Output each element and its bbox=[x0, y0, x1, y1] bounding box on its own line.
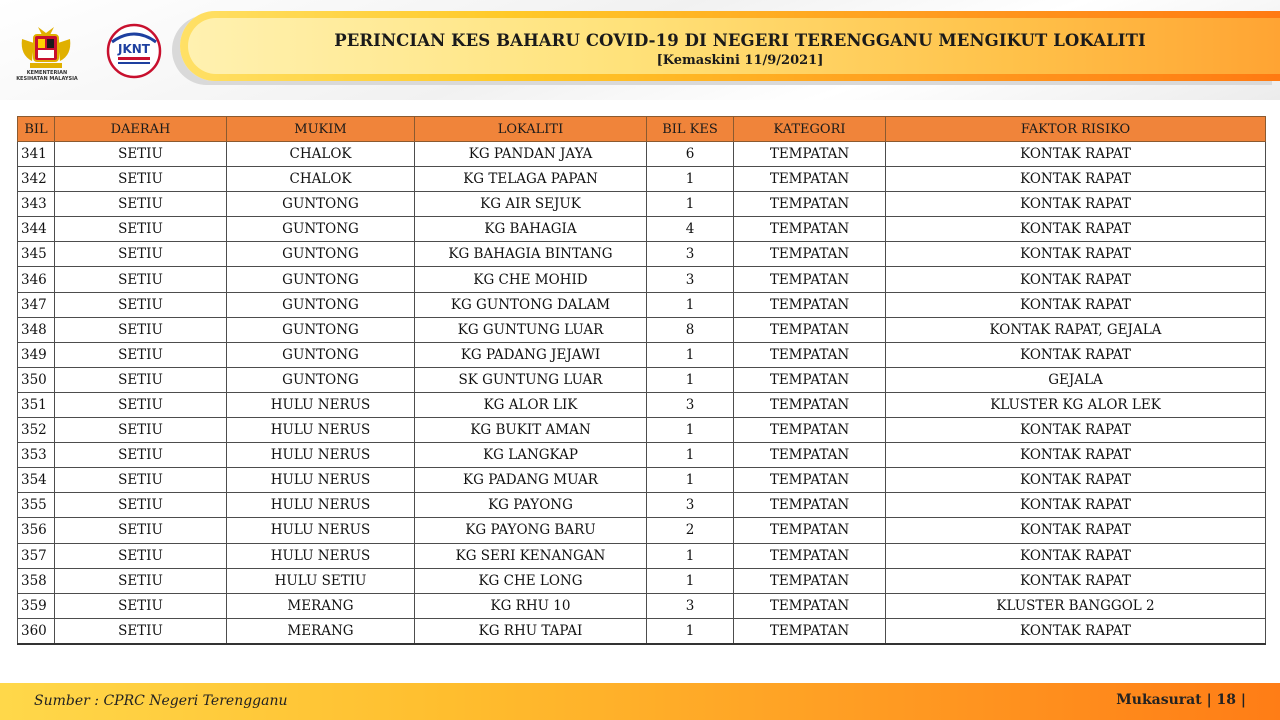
column-header-mukim: MUKIM bbox=[227, 117, 415, 142]
cell-mukim: CHALOK bbox=[227, 142, 415, 167]
cell-faktor-risiko: KONTAK RAPAT bbox=[886, 618, 1266, 644]
cell-bil-kes: 1 bbox=[647, 618, 734, 644]
table-row bbox=[18, 292, 1266, 317]
cell-lokaliti: KG RHU TAPAI bbox=[415, 618, 647, 644]
cell-lokaliti: KG PAYONG bbox=[415, 493, 647, 518]
cell-faktor-risiko: KONTAK RAPAT bbox=[886, 167, 1266, 192]
cell-daerah: SETIU bbox=[55, 493, 227, 518]
jknt-logo-text: JKNT bbox=[118, 42, 150, 56]
cell-lokaliti: KG TELAGA PAPAN bbox=[415, 167, 647, 192]
cell-kategori: TEMPATAN bbox=[734, 518, 886, 543]
cell-bil-kes: 1 bbox=[647, 443, 734, 468]
cell-faktor-risiko: KONTAK RAPAT, GEJALA bbox=[886, 317, 1266, 342]
table-row bbox=[18, 242, 1266, 267]
table-row bbox=[18, 618, 1266, 644]
column-header-kategori: KATEGORI bbox=[734, 117, 886, 142]
cell-bil-kes: 4 bbox=[647, 217, 734, 242]
footer-page-number: Mukasurat | 18 | bbox=[1116, 692, 1246, 708]
cell-mukim: HULU NERUS bbox=[227, 493, 415, 518]
cell-bil: 352 bbox=[18, 418, 55, 443]
footer-source: Sumber : CPRC Negeri Terengganu bbox=[34, 693, 288, 709]
cell-faktor-risiko: KONTAK RAPAT bbox=[886, 418, 1266, 443]
cell-daerah: SETIU bbox=[55, 392, 227, 417]
cell-bil: 344 bbox=[18, 217, 55, 242]
cell-bil: 350 bbox=[18, 367, 55, 392]
cell-bil: 357 bbox=[18, 543, 55, 568]
cell-mukim: GUNTONG bbox=[227, 192, 415, 217]
cell-bil: 359 bbox=[18, 593, 55, 618]
cell-kategori: TEMPATAN bbox=[734, 593, 886, 618]
cell-lokaliti: KG PANDAN JAYA bbox=[415, 142, 647, 167]
footer-bar bbox=[0, 683, 1280, 720]
cell-faktor-risiko: KLUSTER BANGGOL 2 bbox=[886, 593, 1266, 618]
cell-lokaliti: KG PAYONG BARU bbox=[415, 518, 647, 543]
cell-mukim: GUNTONG bbox=[227, 292, 415, 317]
cell-faktor-risiko: KONTAK RAPAT bbox=[886, 242, 1266, 267]
cell-bil-kes: 8 bbox=[647, 317, 734, 342]
cell-mukim: GUNTONG bbox=[227, 267, 415, 292]
table-row bbox=[18, 468, 1266, 493]
column-header-daerah: DAERAH bbox=[55, 117, 227, 142]
table-body bbox=[18, 142, 1266, 644]
cell-bil: 342 bbox=[18, 167, 55, 192]
cell-lokaliti: KG GUNTUNG LUAR bbox=[415, 317, 647, 342]
cell-mukim: HULU NERUS bbox=[227, 468, 415, 493]
page-title: PERINCIAN KES BAHARU COVID-19 DI NEGERI TERENGGANU MENGIKUT LOKALITI bbox=[334, 31, 1146, 50]
cell-bil-kes: 6 bbox=[647, 142, 734, 167]
cell-bil: 348 bbox=[18, 317, 55, 342]
cell-lokaliti: SK GUNTUNG LUAR bbox=[415, 367, 647, 392]
cell-bil-kes: 3 bbox=[647, 392, 734, 417]
cell-faktor-risiko: KONTAK RAPAT bbox=[886, 568, 1266, 593]
table-row bbox=[18, 443, 1266, 468]
table-row bbox=[18, 367, 1266, 392]
cell-faktor-risiko: KONTAK RAPAT bbox=[886, 443, 1266, 468]
cell-daerah: SETIU bbox=[55, 367, 227, 392]
cell-bil: 351 bbox=[18, 392, 55, 417]
cell-bil-kes: 1 bbox=[647, 568, 734, 593]
column-header-bil: BIL bbox=[18, 117, 55, 142]
cell-mukim: GUNTONG bbox=[227, 217, 415, 242]
cell-bil: 355 bbox=[18, 493, 55, 518]
cell-daerah: SETIU bbox=[55, 142, 227, 167]
cell-lokaliti: KG PADANG JEJAWI bbox=[415, 342, 647, 367]
cell-faktor-risiko: KONTAK RAPAT bbox=[886, 493, 1266, 518]
cell-daerah: SETIU bbox=[55, 543, 227, 568]
table-row bbox=[18, 342, 1266, 367]
cell-bil: 343 bbox=[18, 192, 55, 217]
cell-mukim: MERANG bbox=[227, 593, 415, 618]
cell-faktor-risiko: KONTAK RAPAT bbox=[886, 543, 1266, 568]
cell-faktor-risiko: KONTAK RAPAT bbox=[886, 142, 1266, 167]
cell-lokaliti: KG AIR SEJUK bbox=[415, 192, 647, 217]
cell-mukim: MERANG bbox=[227, 618, 415, 644]
cell-mukim: GUNTONG bbox=[227, 367, 415, 392]
cell-bil: 349 bbox=[18, 342, 55, 367]
logo-group bbox=[12, 20, 162, 84]
table-row bbox=[18, 568, 1266, 593]
cell-bil-kes: 3 bbox=[647, 242, 734, 267]
cell-kategori: TEMPATAN bbox=[734, 543, 886, 568]
cell-lokaliti: KG PADANG MUAR bbox=[415, 468, 647, 493]
cell-kategori: TEMPATAN bbox=[734, 142, 886, 167]
cell-daerah: SETIU bbox=[55, 317, 227, 342]
cell-lokaliti: KG BAHAGIA bbox=[415, 217, 647, 242]
cell-lokaliti: KG SERI KENANGAN bbox=[415, 543, 647, 568]
column-header-faktor-risiko: FAKTOR RISIKO bbox=[886, 117, 1266, 142]
cell-daerah: SETIU bbox=[55, 267, 227, 292]
cell-bil: 346 bbox=[18, 267, 55, 292]
cell-faktor-risiko: KLUSTER KG ALOR LEK bbox=[886, 392, 1266, 417]
cell-faktor-risiko: KONTAK RAPAT bbox=[886, 468, 1266, 493]
cell-bil-kes: 1 bbox=[647, 367, 734, 392]
jknt-logo-icon bbox=[98, 22, 170, 80]
cell-daerah: SETIU bbox=[55, 242, 227, 267]
cell-daerah: SETIU bbox=[55, 443, 227, 468]
cell-mukim: GUNTONG bbox=[227, 317, 415, 342]
cell-mukim: GUNTONG bbox=[227, 342, 415, 367]
cell-kategori: TEMPATAN bbox=[734, 493, 886, 518]
cell-daerah: SETIU bbox=[55, 568, 227, 593]
cell-mukim: HULU NERUS bbox=[227, 443, 415, 468]
cell-kategori: TEMPATAN bbox=[734, 418, 886, 443]
cell-lokaliti: KG BUKIT AMAN bbox=[415, 418, 647, 443]
cell-faktor-risiko: GEJALA bbox=[886, 367, 1266, 392]
cell-mukim: HULU NERUS bbox=[227, 392, 415, 417]
column-header-bil-kes: BIL KES bbox=[647, 117, 734, 142]
table-row bbox=[18, 217, 1266, 242]
cell-daerah: SETIU bbox=[55, 167, 227, 192]
cell-lokaliti: KG RHU 10 bbox=[415, 593, 647, 618]
cell-bil-kes: 1 bbox=[647, 292, 734, 317]
cell-bil-kes: 1 bbox=[647, 543, 734, 568]
cell-bil-kes: 3 bbox=[647, 493, 734, 518]
cell-bil-kes: 1 bbox=[647, 167, 734, 192]
cell-bil: 341 bbox=[18, 142, 55, 167]
cell-faktor-risiko: KONTAK RAPAT bbox=[886, 217, 1266, 242]
cell-daerah: SETIU bbox=[55, 618, 227, 644]
cell-daerah: SETIU bbox=[55, 342, 227, 367]
cell-bil: 347 bbox=[18, 292, 55, 317]
cell-lokaliti: KG ALOR LIK bbox=[415, 392, 647, 417]
cell-bil-kes: 1 bbox=[647, 468, 734, 493]
cell-faktor-risiko: KONTAK RAPAT bbox=[886, 192, 1266, 217]
table-row bbox=[18, 493, 1266, 518]
column-header-lokaliti: LOKALITI bbox=[415, 117, 647, 142]
cell-daerah: SETIU bbox=[55, 292, 227, 317]
cell-faktor-risiko: KONTAK RAPAT bbox=[886, 267, 1266, 292]
cell-kategori: TEMPATAN bbox=[734, 468, 886, 493]
table-row bbox=[18, 167, 1266, 192]
cell-faktor-risiko: KONTAK RAPAT bbox=[886, 342, 1266, 367]
cell-faktor-risiko: KONTAK RAPAT bbox=[886, 292, 1266, 317]
table-row bbox=[18, 418, 1266, 443]
cell-bil-kes: 3 bbox=[647, 267, 734, 292]
table-row bbox=[18, 392, 1266, 417]
crest-caption: KEMENTERIAN KESIHATAN MALAYSIA bbox=[16, 70, 78, 82]
table-row bbox=[18, 192, 1266, 217]
cell-lokaliti: KG LANGKAP bbox=[415, 443, 647, 468]
table-row bbox=[18, 267, 1266, 292]
cell-bil-kes: 1 bbox=[647, 192, 734, 217]
table-row bbox=[18, 593, 1266, 618]
cell-lokaliti: KG CHE MOHID bbox=[415, 267, 647, 292]
cell-daerah: SETIU bbox=[55, 593, 227, 618]
cell-daerah: SETIU bbox=[55, 192, 227, 217]
cell-kategori: TEMPATAN bbox=[734, 618, 886, 644]
table-row bbox=[18, 317, 1266, 342]
cell-mukim: HULU NERUS bbox=[227, 543, 415, 568]
table-row bbox=[18, 543, 1266, 568]
cell-daerah: SETIU bbox=[55, 518, 227, 543]
cell-kategori: TEMPATAN bbox=[734, 568, 886, 593]
cell-lokaliti: KG BAHAGIA BINTANG bbox=[415, 242, 647, 267]
table-row bbox=[18, 518, 1266, 543]
cell-lokaliti: KG GUNTONG DALAM bbox=[415, 292, 647, 317]
cell-kategori: TEMPATAN bbox=[734, 392, 886, 417]
cell-bil: 356 bbox=[18, 518, 55, 543]
cell-kategori: TEMPATAN bbox=[734, 342, 886, 367]
cell-kategori: TEMPATAN bbox=[734, 167, 886, 192]
cell-kategori: TEMPATAN bbox=[734, 192, 886, 217]
cell-kategori: TEMPATAN bbox=[734, 367, 886, 392]
cell-kategori: TEMPATAN bbox=[734, 217, 886, 242]
page-subtitle: [Kemaskini 11/9/2021] bbox=[656, 53, 824, 68]
cell-bil-kes: 2 bbox=[647, 518, 734, 543]
cell-kategori: TEMPATAN bbox=[734, 317, 886, 342]
cell-bil-kes: 1 bbox=[647, 342, 734, 367]
cell-kategori: TEMPATAN bbox=[734, 267, 886, 292]
cell-daerah: SETIU bbox=[55, 418, 227, 443]
cell-bil: 360 bbox=[18, 618, 55, 644]
cell-mukim: HULU SETIU bbox=[227, 568, 415, 593]
cell-mukim: HULU NERUS bbox=[227, 418, 415, 443]
cell-kategori: TEMPATAN bbox=[734, 443, 886, 468]
cell-mukim: CHALOK bbox=[227, 167, 415, 192]
cell-daerah: SETIU bbox=[55, 217, 227, 242]
cell-bil: 345 bbox=[18, 242, 55, 267]
cell-mukim: HULU NERUS bbox=[227, 518, 415, 543]
cell-faktor-risiko: KONTAK RAPAT bbox=[886, 518, 1266, 543]
cell-mukim: GUNTONG bbox=[227, 242, 415, 267]
cell-bil-kes: 1 bbox=[647, 418, 734, 443]
cell-kategori: TEMPATAN bbox=[734, 292, 886, 317]
cell-daerah: SETIU bbox=[55, 468, 227, 493]
table-header-row bbox=[18, 117, 1266, 142]
cell-bil: 354 bbox=[18, 468, 55, 493]
cell-bil: 353 bbox=[18, 443, 55, 468]
cell-kategori: TEMPATAN bbox=[734, 242, 886, 267]
cases-table bbox=[17, 116, 1266, 645]
cases-table-container bbox=[17, 116, 1265, 645]
cell-bil: 358 bbox=[18, 568, 55, 593]
cell-bil-kes: 3 bbox=[647, 593, 734, 618]
cell-lokaliti: KG CHE LONG bbox=[415, 568, 647, 593]
table-row bbox=[18, 142, 1266, 167]
